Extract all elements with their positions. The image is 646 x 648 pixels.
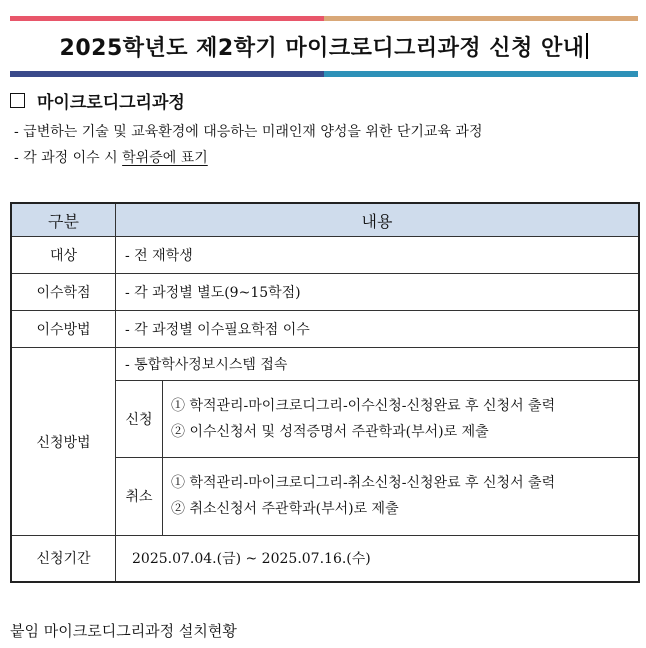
header-category: 구분 xyxy=(11,203,116,237)
text-cursor xyxy=(586,33,588,59)
apply-label: 신청 xyxy=(116,380,163,457)
table-row xyxy=(11,237,639,274)
subtable-row xyxy=(116,380,638,457)
row-content-method: - 각 과정별 이수필요학점 이수 xyxy=(116,311,640,348)
table-header-row xyxy=(11,203,639,237)
apply-subtable xyxy=(116,348,638,535)
row-content-credits: - 각 과정별 별도(9~15학점) xyxy=(116,274,640,311)
apply-steps xyxy=(163,380,639,457)
table-row xyxy=(11,348,639,536)
table-row xyxy=(11,311,639,348)
subtable-row xyxy=(116,348,638,380)
row-label-period: 신청기간 xyxy=(11,536,116,582)
info-table xyxy=(10,202,640,583)
cancel-step-2: ② 취소신청서 주관학과(부서)로 제출 xyxy=(171,501,399,518)
header-content: 내용 xyxy=(116,203,640,237)
section-heading-text: 마이크로디그리과정 xyxy=(37,93,185,113)
description-bullet-1: - 급변하는 기술 및 교육환경에 대응하는 미래인재 양성을 위한 단기교육 과정 xyxy=(14,124,483,140)
page-title-text: 2025학년도 제2학기 마이크로디그리과정 신청 안내 xyxy=(59,35,585,61)
subtable-row xyxy=(116,457,638,535)
apply-access: - 통합학사정보시스템 접속 xyxy=(116,348,638,380)
title-bottom-bar xyxy=(10,71,638,77)
checkbox-square-icon xyxy=(10,93,25,108)
row-content-period: 2025.07.04.(금) ~ 2025.07.16.(수) xyxy=(116,536,640,582)
attachment-note: 붙임 마이크로디그리과정 설치현황 xyxy=(10,622,237,640)
row-label-method: 이수방법 xyxy=(11,311,116,348)
row-content-target: - 전 재학생 xyxy=(116,237,640,274)
description-bullet-2 xyxy=(14,147,208,167)
row-content-apply xyxy=(116,348,640,536)
row-label-target: 대상 xyxy=(11,237,116,274)
cancel-label: 취소 xyxy=(116,457,163,535)
bullet-2-underlined: 학위증에 표기 xyxy=(122,150,208,166)
table-row xyxy=(11,536,639,582)
row-label-apply: 신청방법 xyxy=(11,348,116,536)
apply-step-1: ① 학적관리-마이크로디그리-이수신청-신청완료 후 신청서 출력 xyxy=(171,397,556,414)
bullet-2-prefix: - 각 과정 이수 시 xyxy=(14,150,123,166)
section-heading xyxy=(10,88,185,113)
page-title xyxy=(10,21,638,71)
cancel-steps xyxy=(163,457,639,535)
apply-step-2: ② 이수신청서 및 성적증명서 주관학과(부서)로 제출 xyxy=(171,423,489,440)
row-label-credits: 이수학점 xyxy=(11,274,116,311)
cancel-step-1: ① 학적관리-마이크로디그리-취소신청-신청완료 후 신청서 출력 xyxy=(171,475,556,492)
table-row xyxy=(11,274,639,311)
